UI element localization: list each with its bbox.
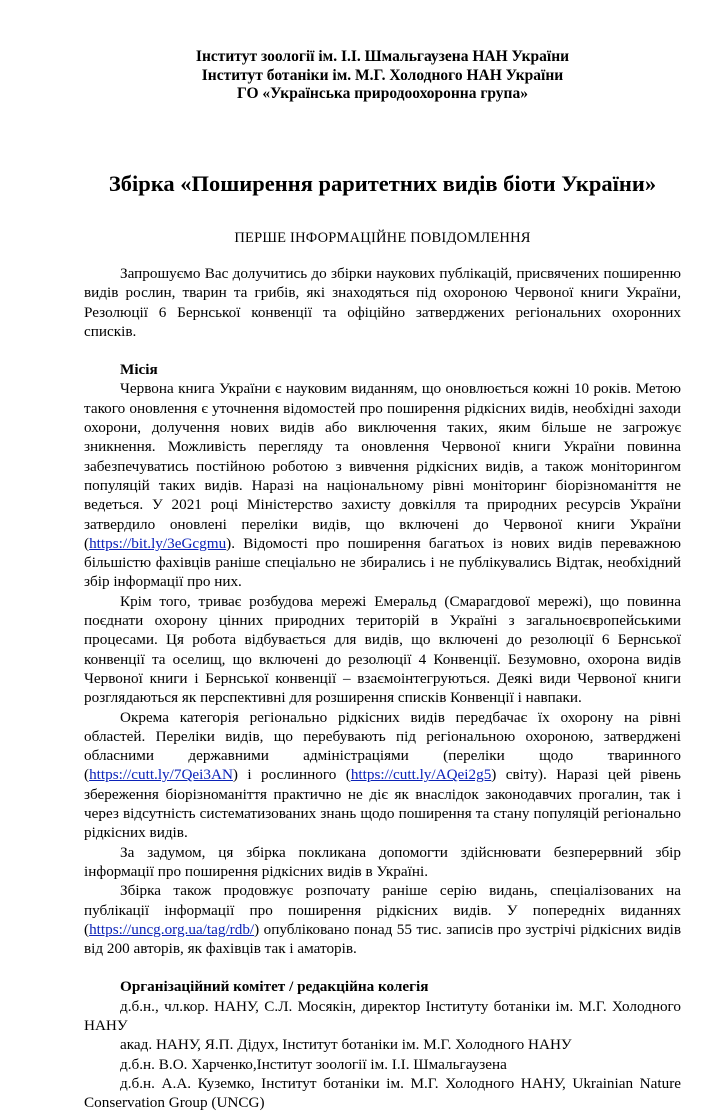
text: ) світу). Наразі цей рівень збереження біорізноманіття практично не діє як внаслідок законодавчих прогалин, так і через відсутність систематизованих знань щодо поширення та стану популяцій регіонально рідкісних видів. xyxy=(84,766,681,842)
committee-member: д.б.н. В.О. Харченко,Інститут зоології ім. І.І. Шмальгаузена xyxy=(120,1055,507,1073)
institutions-header xyxy=(84,48,681,104)
document-title: Збірка «Поширення раритетних видів біоти України» xyxy=(108,171,657,196)
text: ) і рослинного ( xyxy=(232,766,351,784)
mission-paragraph-1 xyxy=(84,379,681,591)
text: Окрема категорія регіонально рідкісних видів передбачає їх охорону на рівні областей. Переліки видів, що перебувають під регіональною охороною, затверджені обласними державними адміністраціями (переліки щодо тваринного ( xyxy=(84,708,681,784)
text: Збірка також продовжує розпочату раніше серію видань, спеціалізованих на публікації інформації про поширення рідкісних видів. У попередніх виданнях ( xyxy=(84,882,681,938)
red-book-link[interactable]: https://bit.ly/3eGcgmu xyxy=(89,534,227,552)
committee-member: акад. НАНУ, Я.П. Дідух, Інститут ботаніки ім. М.Г. Холодного НАНУ xyxy=(120,1036,572,1054)
institution-line: Інститут зоології ім. І.І. Шмальгаузена НАН України xyxy=(195,48,570,65)
mission-heading: Місія xyxy=(120,361,158,379)
text: ). Відомості про поширення багатьох із нових видів переважною більшістю фахівців раніше спеціально не збирались і не публікувались Відтак, необхідний збір інформації про них. xyxy=(84,534,681,591)
document-subtitle: ПЕРШЕ ІНФОРМАЦІЙНЕ ПОВІДОМЛЕННЯ xyxy=(234,230,531,246)
mission-paragraph-2: Крім того, триває розбудова мережі Емеральд (Смарагдової мережі), що повинна поєднати охорону цінних природних територій в Україні з загальноєвропейськими процесами. Ця робота відбувається для видів, що включені до резолюції 6 Бернської конвенції та оселищ, що включені до резолюції 4 Конвенції. Безумовно, охорона видів Червоної книги і Бернської конвенції – взаємоінтегруються. Деякі види Червоної книги розглядаються як перспективні для розширення списків Конвенції і навпаки. xyxy=(84,592,681,707)
fauna-list-link[interactable]: https://cutt.ly/7Qei3AN xyxy=(89,766,233,784)
mission-paragraph-5 xyxy=(84,881,681,958)
institution-line: ГО «Українська природоохоронна група» xyxy=(237,85,528,102)
mission-paragraph-3 xyxy=(84,708,681,843)
flora-list-link[interactable]: https://cutt.ly/AQei2g5 xyxy=(350,766,492,784)
intro-paragraph: Запрошуємо Вас долучитись до збірки наукових публікацій, присвячених поширенню видів рослин, тварин та грибів, які знаходяться під охороною Червоної книги України, Резолюції 6 Бернської конвенції та офіційно затверджених регіональних охоронних списків. xyxy=(84,265,681,340)
committee-heading: Організаційний комітет / редакційна колегія xyxy=(120,978,429,996)
committee-member: д.б.н. А.А. Куземко, Інститут ботаніки ім. М.Г. Холодного НАНУ, Ukrainian Nature Conservation Group (UNCG) xyxy=(84,1074,681,1112)
previous-editions-link[interactable]: https://uncg.org.ua/tag/rdb/ xyxy=(89,920,255,938)
committee-member: д.б.н., чл.кор. НАНУ, С.Л. Мосякін, директор Інституту ботаніки ім. М.Г. Холодного НАНУ xyxy=(84,997,681,1034)
text: Червона книга України є науковим виданням, що оновлюється кожні 10 років. Метою такого оновлення є уточнення відомостей про поширення рідкісних видів, необхідні заходи охорони, долучення нових видів або виключення таких, яким більше не загрожує зникнення. Можливість перегляду та оновлення Червоної книги України повинна забезпечуватись постійною роботою з вивчення рідкісних видів, а також моніторингом популяцій таких видів. Наразі на національному рівні моніторинг біорізноманіття не ведеться. У 2021 році Міністерство захисту довкілля та природних ресурсів України затвердило оновлені переліки видів, що включені до Червоної книги України ( xyxy=(84,380,681,552)
document-body xyxy=(84,264,681,1112)
mission-paragraph-4: За задумом, ця збірка покликана допомогти здійснювати безперервний збір інформації про поширення рідкісних видів в Україні. xyxy=(84,843,681,880)
text: ) опубліковано понад 55 тис. записів про зустрічі рідкісних видів від 200 авторів, як фахівців так і аматорів. xyxy=(84,920,681,958)
institution-line: Інститут ботаніки ім. М.Г. Холодного НАН України xyxy=(201,66,564,84)
